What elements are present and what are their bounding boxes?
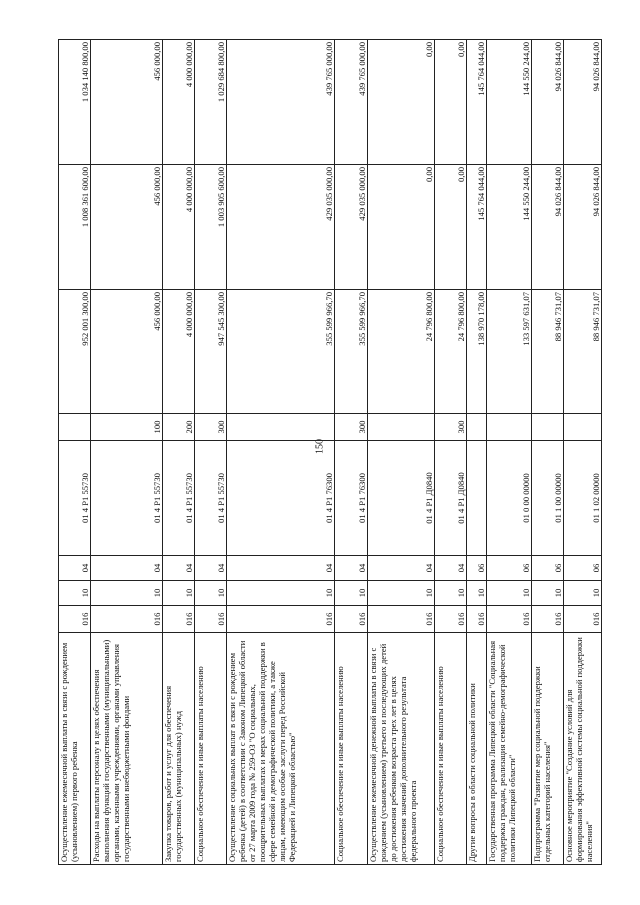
row-sum-year-3: 4 000 000,00 [163, 40, 195, 165]
row-target-article: 01 4 P1 76300 [335, 441, 367, 556]
row-sum-year-1: 88 946 731,07 [563, 290, 601, 414]
row-target-article: 01 0 00 00000 [486, 441, 531, 556]
row-sum-year-2: 429 035 000,00 [335, 165, 367, 290]
row-name: Социальное обеспечение и иные выплаты населению [434, 633, 466, 865]
row-section-code: 10 [59, 581, 91, 606]
row-ministry-code: 016 [91, 606, 163, 633]
row-sum-year-1: 355 599 966,70 [335, 290, 367, 414]
row-name: Подпрограмма "Развитие мер социальной поддержки отдельных категорий населения" [531, 633, 563, 865]
row-ministry-code: 016 [227, 606, 335, 633]
row-section-code: 10 [91, 581, 163, 606]
table-row [91, 40, 163, 865]
row-expense-type: 200 [163, 414, 195, 441]
row-section-code: 10 [367, 581, 434, 606]
row-sum-year-1: 133 597 631,07 [486, 290, 531, 414]
row-sum-year-2: 429 035 000,00 [227, 165, 335, 290]
row-sum-year-3: 1 029 684 800,00 [195, 40, 227, 165]
row-sum-year-2: 145 764 044,00 [466, 165, 486, 290]
row-section-code: 10 [195, 581, 227, 606]
row-ministry-code: 016 [434, 606, 466, 633]
row-section-code: 10 [434, 581, 466, 606]
row-target-article: 01 4 P1 Д0840 [434, 441, 466, 556]
row-ministry-code: 016 [466, 606, 486, 633]
row-subsection-code: 04 [163, 556, 195, 581]
row-section-code: 10 [163, 581, 195, 606]
row-sum-year-3: 456 000,00 [91, 40, 163, 165]
row-sum-year-2: 94 026 844,00 [563, 165, 601, 290]
row-sum-year-2: 1 003 905 600,00 [195, 165, 227, 290]
row-section-code: 10 [335, 581, 367, 606]
row-target-article: 01 4 P1 55730 [59, 441, 91, 556]
row-subsection-code: 04 [59, 556, 91, 581]
row-ministry-code: 016 [335, 606, 367, 633]
row-sum-year-1: 138 970 178,00 [466, 290, 486, 414]
row-target-article: 01 4 P1 55730 [91, 441, 163, 556]
row-name: Основное мероприятие "Создание условий для формирования эффективной системы социальной поддержки населения" [563, 633, 601, 865]
row-ministry-code: 016 [531, 606, 563, 633]
row-ministry-code: 016 [195, 606, 227, 633]
row-sum-year-2: 0,00 [434, 165, 466, 290]
row-subsection-code: 06 [563, 556, 601, 581]
row-section-code: 10 [466, 581, 486, 606]
row-sum-year-2: 4 000 000,00 [163, 165, 195, 290]
row-ministry-code: 016 [563, 606, 601, 633]
row-expense-type: 300 [195, 414, 227, 441]
row-ministry-code: 016 [59, 606, 91, 633]
row-name: Расходы на выплаты персоналу в целях обеспечения выполнения функций государственными (муниципальными) органами, казенными учреждениями, органами управления государственными внебюджетными фондами [91, 633, 163, 865]
table-row [335, 40, 367, 865]
row-sum-year-2: 94 026 844,00 [531, 165, 563, 290]
row-subsection-code: 04 [335, 556, 367, 581]
row-ministry-code: 016 [486, 606, 531, 633]
row-sum-year-3: 439 765 000,00 [227, 40, 335, 165]
table-row [563, 40, 601, 865]
row-target-article: 01 4 P1 55730 [163, 441, 195, 556]
row-sum-year-1: 952 001 300,00 [59, 290, 91, 414]
row-sum-year-2: 144 550 244,00 [486, 165, 531, 290]
row-sum-year-1: 88 946 731,07 [531, 290, 563, 414]
row-expense-type: 100 [91, 414, 163, 441]
row-expense-type: 300 [434, 414, 466, 441]
row-sum-year-2: 0,00 [367, 165, 434, 290]
row-subsection-code: 06 [531, 556, 563, 581]
budget-table-region [58, 40, 602, 865]
row-target-article [466, 441, 486, 556]
row-subsection-code: 06 [486, 556, 531, 581]
row-sum-year-3: 439 765 000,00 [335, 40, 367, 165]
row-ministry-code: 016 [367, 606, 434, 633]
row-name: Осуществление ежемесячной денежной выплаты в связи с рождением (усыновлением) третьего и последующих детей до достижения ребенком возраста трех лет в целях достижения значений дополнительного результата федерального проекта [367, 633, 434, 865]
row-sum-year-1: 4 000 000,00 [163, 290, 195, 414]
row-expense-type [531, 414, 563, 441]
row-expense-type: 300 [335, 414, 367, 441]
table-row [163, 40, 195, 865]
row-target-article: 01 4 P1 76300 [227, 441, 335, 556]
row-subsection-code: 04 [434, 556, 466, 581]
row-name: Социальное обеспечение и иные выплаты населению [335, 633, 367, 865]
table-row [466, 40, 486, 865]
row-name: Другие вопросы в области социальной политики [466, 633, 486, 865]
row-sum-year-3: 0,00 [367, 40, 434, 165]
row-expense-type [227, 414, 335, 441]
row-subsection-code: 04 [227, 556, 335, 581]
row-expense-type [367, 414, 434, 441]
table-row [531, 40, 563, 865]
row-target-article: 01 1 02 00000 [563, 441, 601, 556]
row-target-article: 01 4 P1 55730 [195, 441, 227, 556]
row-name: Осуществление ежемесячной выплаты в связи с рождением (усыновлением) первого ребенка [59, 633, 91, 865]
table-row [434, 40, 466, 865]
row-section-code: 10 [563, 581, 601, 606]
row-name: Социальное обеспечение и иные выплаты населению [195, 633, 227, 865]
row-sum-year-3: 1 034 140 800,00 [59, 40, 91, 165]
rotated-page [58, 40, 602, 865]
row-name: Закупка товаров, работ и услуг для обеспечения государственных (муниципальных) нужд [163, 633, 195, 865]
row-expense-type [486, 414, 531, 441]
page-number: 150 [314, 439, 326, 454]
row-expense-type [563, 414, 601, 441]
row-subsection-code: 04 [367, 556, 434, 581]
row-expense-type [59, 414, 91, 441]
table-row [227, 40, 335, 865]
row-sum-year-1: 24 796 800,00 [434, 290, 466, 414]
row-sum-year-2: 456 000,00 [91, 165, 163, 290]
row-section-code: 10 [486, 581, 531, 606]
row-subsection-code: 06 [466, 556, 486, 581]
table-row [195, 40, 227, 865]
table-row [367, 40, 434, 865]
row-sum-year-3: 145 764 044,00 [466, 40, 486, 165]
row-expense-type [466, 414, 486, 441]
row-sum-year-3: 144 550 244,00 [486, 40, 531, 165]
row-sum-year-1: 355 599 966,70 [227, 290, 335, 414]
row-sum-year-2: 1 008 361 600,00 [59, 165, 91, 290]
row-target-article: 01 4 P1 Д0840 [367, 441, 434, 556]
row-name: Государственная программа Липецкой области "Социальная поддержка граждан, реализация семейно-демографической политики Липецкой области" [486, 633, 531, 865]
row-subsection-code: 04 [195, 556, 227, 581]
row-sum-year-1: 456 000,00 [91, 290, 163, 414]
row-section-code: 10 [227, 581, 335, 606]
row-sum-year-3: 0,00 [434, 40, 466, 165]
row-sum-year-1: 24 796 800,00 [367, 290, 434, 414]
table-row [486, 40, 531, 865]
row-target-article: 01 1 00 00000 [531, 441, 563, 556]
row-name: Осуществление социальных выплат в связи с рождением ребенка (детей) в соответствии с Законом Липецкой области от 27 марта 2009 года № 259-ОЗ "О социальных, поощрительных выплатах и мерах социальной поддержки в сфере семейной и демографической политики, а также лицам, имеющим особые заслуги перед Российской Федерацией и Липецкой областью" [227, 633, 335, 865]
table-row [59, 40, 91, 865]
row-sum-year-3: 94 026 844,00 [563, 40, 601, 165]
row-ministry-code: 016 [163, 606, 195, 633]
row-sum-year-1: 947 545 300,00 [195, 290, 227, 414]
row-sum-year-3: 94 026 844,00 [531, 40, 563, 165]
row-subsection-code: 04 [91, 556, 163, 581]
budget-table [58, 39, 602, 865]
row-section-code: 10 [531, 581, 563, 606]
